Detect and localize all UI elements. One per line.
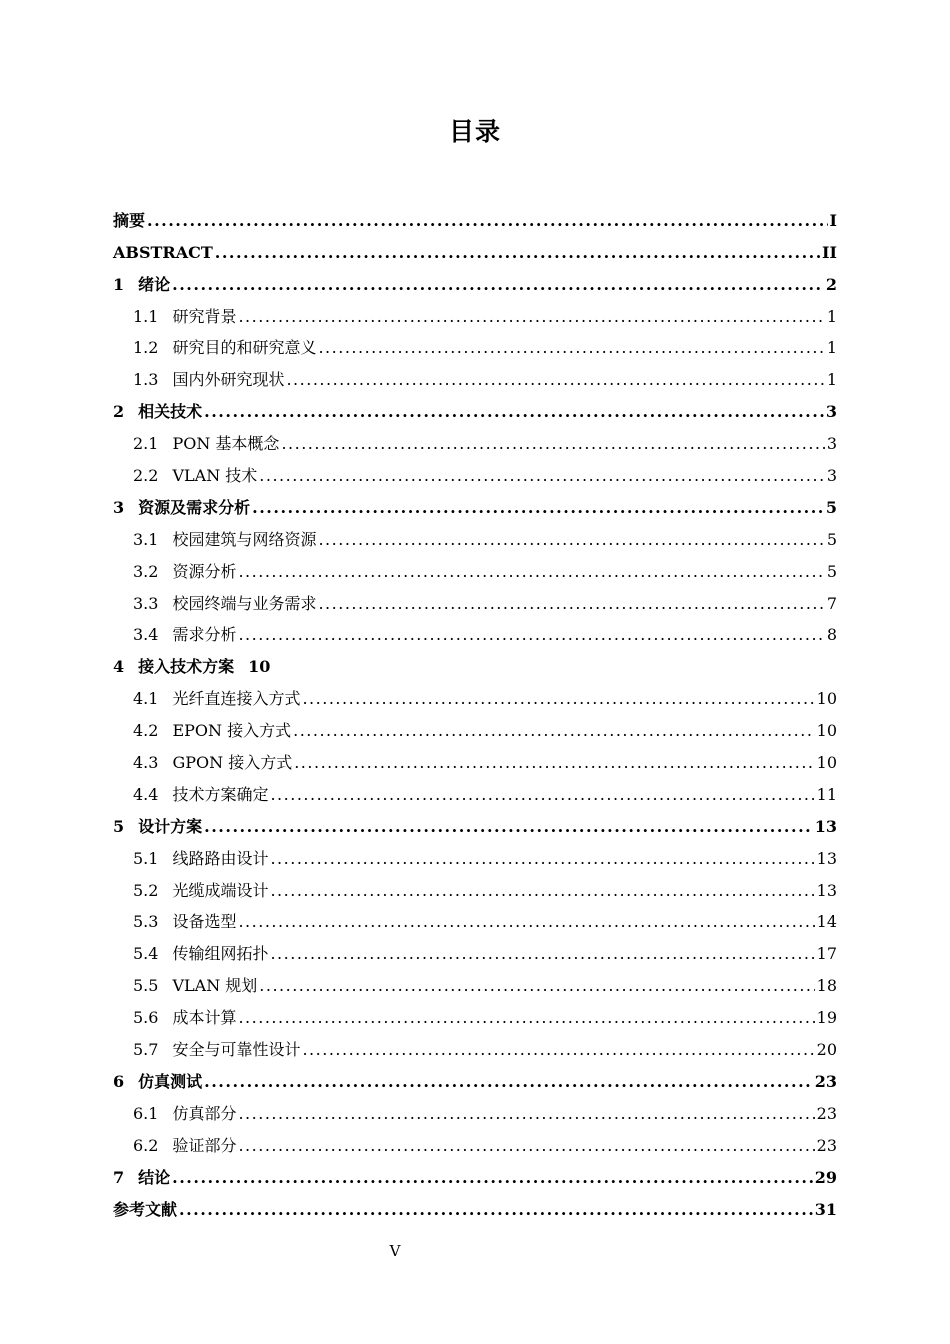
toc-entry-page: 5 bbox=[825, 497, 837, 517]
toc-entry-number: 2.1 bbox=[133, 434, 159, 454]
toc-entry-page: 3 bbox=[825, 402, 837, 422]
toc-entry-page: 2 bbox=[825, 274, 837, 294]
toc-entry-number: 4 bbox=[113, 657, 125, 677]
toc-entry-page: 10 bbox=[816, 753, 837, 773]
toc-entry[interactable] bbox=[113, 714, 837, 746]
toc-entry-page: 23 bbox=[816, 1135, 837, 1155]
toc-entry-number: 6 bbox=[113, 1071, 125, 1091]
toc-entry-page: I bbox=[829, 210, 837, 230]
toc-entry-number: 2.2 bbox=[133, 466, 159, 486]
toc-dot-leader bbox=[204, 1072, 813, 1092]
toc-dot-leader bbox=[238, 1008, 814, 1028]
toc-entry[interactable] bbox=[113, 746, 837, 778]
toc-entry-number: 6.1 bbox=[133, 1103, 159, 1123]
toc-dot-leader bbox=[259, 976, 814, 996]
toc-entry[interactable] bbox=[113, 1033, 837, 1065]
toc-entry-number: 7 bbox=[113, 1167, 125, 1187]
toc-dot-leader bbox=[172, 275, 824, 295]
toc-entry-title: 光纤直连接入方式 bbox=[172, 689, 301, 709]
toc-dot-leader bbox=[179, 1200, 813, 1220]
toc-entry-page: 3 bbox=[826, 466, 837, 486]
toc-entry-number: 1 bbox=[113, 274, 125, 294]
toc-entry[interactable] bbox=[113, 523, 837, 555]
toc-entry-number: 2 bbox=[113, 402, 125, 422]
toc-entry[interactable] bbox=[113, 1065, 837, 1097]
toc-entry-title: 国内外研究现状 bbox=[172, 370, 285, 390]
toc-dot-leader bbox=[270, 944, 814, 964]
toc-entry-page: 10 bbox=[816, 721, 837, 741]
toc-entry-title: 验证部分 bbox=[172, 1135, 237, 1155]
toc-entry-number: 5.3 bbox=[133, 912, 159, 932]
toc-dot-leader bbox=[302, 1040, 814, 1060]
toc-entry[interactable] bbox=[113, 395, 837, 427]
toc-entry-page: 14 bbox=[816, 912, 837, 932]
toc-entry-title: EPON 接入方式 bbox=[172, 721, 292, 741]
toc-entry-title: 设计方案 bbox=[138, 816, 203, 836]
toc-entry[interactable] bbox=[113, 587, 837, 619]
toc-entry-title: PON 基本概念 bbox=[172, 434, 280, 454]
toc-entry-title: VLAN 规划 bbox=[172, 976, 258, 996]
toc-entry-title: GPON 接入方式 bbox=[172, 753, 293, 773]
toc-dot-leader bbox=[204, 402, 824, 422]
toc-entry[interactable] bbox=[113, 842, 837, 874]
toc-dot-leader bbox=[286, 370, 824, 390]
toc-entry-title: 绪论 bbox=[138, 274, 171, 294]
toc-entry-page: 5 bbox=[826, 529, 837, 549]
toc-entry-title: 设备选型 bbox=[172, 912, 237, 932]
toc-entry-number: 1.2 bbox=[133, 338, 159, 358]
toc-entry[interactable] bbox=[113, 555, 837, 587]
toc-dot-leader bbox=[281, 434, 824, 454]
toc-entry-page: 23 bbox=[816, 1103, 837, 1123]
toc-entry-page: 3 bbox=[826, 434, 837, 454]
toc-dot-leader bbox=[238, 1104, 814, 1124]
toc-dot-leader bbox=[259, 466, 825, 486]
toc-dot-leader bbox=[238, 1136, 814, 1156]
toc-dot-leader bbox=[172, 1168, 813, 1188]
toc-entry-title: 接入技术方案 bbox=[138, 657, 235, 677]
toc-dot-leader bbox=[238, 625, 824, 645]
toc-entry-page: 20 bbox=[816, 1040, 837, 1060]
toc-entry-number: 4.3 bbox=[133, 753, 159, 773]
toc-entry[interactable] bbox=[113, 300, 837, 332]
toc-entry[interactable] bbox=[113, 1161, 837, 1193]
toc-entry[interactable] bbox=[113, 236, 837, 268]
toc-entry-title: 仿真部分 bbox=[172, 1103, 237, 1123]
toc-entry-page: 18 bbox=[816, 976, 837, 996]
toc-entry-title: 传输组网拓扑 bbox=[172, 944, 269, 964]
toc-entry-title: 安全与可靠性设计 bbox=[172, 1040, 301, 1060]
toc-entry-number: 3.4 bbox=[133, 625, 159, 645]
toc-entry-title: 参考文献 bbox=[113, 1199, 178, 1219]
toc-entry-page: II bbox=[822, 242, 837, 262]
toc-entry-page: 13 bbox=[816, 880, 837, 900]
toc-entry-page: 23 bbox=[814, 1071, 837, 1091]
toc-entry[interactable] bbox=[113, 650, 837, 682]
toc-entry-title: 研究背景 bbox=[172, 306, 237, 326]
toc-entry-title: 成本计算 bbox=[172, 1008, 237, 1028]
toc-entry[interactable] bbox=[113, 1097, 837, 1129]
toc-entry-number: 5.1 bbox=[133, 848, 159, 868]
toc-entry[interactable] bbox=[113, 937, 837, 969]
toc-entry-number: 5.4 bbox=[133, 944, 159, 964]
toc-entry-number: 3 bbox=[113, 497, 125, 517]
toc-entry-number: 5.2 bbox=[133, 880, 159, 900]
toc-entry-page: 13 bbox=[814, 816, 837, 836]
toc-entry-title: 资源及需求分析 bbox=[138, 497, 251, 517]
toc-dot-leader bbox=[270, 849, 814, 869]
toc-entry[interactable] bbox=[113, 1193, 837, 1225]
toc-entry[interactable] bbox=[113, 778, 837, 810]
toc-entry[interactable] bbox=[113, 1001, 837, 1033]
toc-entry[interactable] bbox=[113, 969, 837, 1001]
toc-entry[interactable] bbox=[113, 874, 837, 906]
toc-entry-title: 校园终端与业务需求 bbox=[172, 593, 317, 613]
toc-entry-title: ABSTRACT bbox=[113, 242, 213, 262]
toc-dot-leader bbox=[294, 753, 814, 773]
toc-entry-title: 资源分析 bbox=[172, 561, 237, 581]
toc-entry-page: 10 bbox=[248, 657, 271, 677]
toc-entry-number: 6.2 bbox=[133, 1135, 159, 1155]
toc-entry-page: 1 bbox=[826, 370, 837, 390]
toc-entry-title: 仿真测试 bbox=[138, 1071, 203, 1091]
toc-entry-number: 3.3 bbox=[133, 593, 159, 613]
toc-entry-page: 1 bbox=[826, 306, 837, 326]
toc-dot-leader bbox=[204, 817, 813, 837]
toc-entry-page: 11 bbox=[816, 784, 837, 804]
toc-entry[interactable] bbox=[113, 906, 837, 938]
toc-dot-leader bbox=[238, 912, 814, 932]
toc-entry[interactable] bbox=[113, 491, 837, 523]
toc-entry-title: 需求分析 bbox=[172, 625, 237, 645]
toc-dot-leader bbox=[270, 881, 814, 901]
toc-entry[interactable] bbox=[113, 459, 837, 491]
toc-entry[interactable] bbox=[113, 363, 837, 395]
toc-entry-title: 光缆成端设计 bbox=[172, 880, 269, 900]
toc-entry-page: 7 bbox=[826, 593, 837, 613]
toc-entry-page: 19 bbox=[816, 1008, 837, 1028]
toc-dot-leader bbox=[318, 530, 824, 550]
toc-entry-title: 研究目的和研究意义 bbox=[172, 338, 317, 358]
toc-entry-page: 17 bbox=[816, 944, 837, 964]
toc-entry-page: 1 bbox=[826, 338, 837, 358]
toc-entry-page: 31 bbox=[814, 1199, 837, 1219]
toc-entry-number: 1.3 bbox=[133, 370, 159, 390]
toc-dot-leader bbox=[302, 689, 814, 709]
toc-dot-leader bbox=[147, 211, 828, 231]
toc-entry-page: 8 bbox=[826, 625, 837, 645]
toc-entry-title: VLAN 技术 bbox=[172, 466, 258, 486]
toc-entry[interactable] bbox=[113, 427, 837, 459]
toc-entry-number: 3.1 bbox=[133, 529, 159, 549]
toc-entry[interactable] bbox=[113, 268, 837, 300]
toc-entry[interactable] bbox=[113, 204, 837, 236]
toc-entry[interactable] bbox=[113, 1129, 837, 1161]
toc-entry-title: 技术方案确定 bbox=[172, 784, 269, 804]
toc-entry-title: 线路路由设计 bbox=[172, 848, 269, 868]
toc-entry-title: 摘要 bbox=[113, 210, 146, 230]
toc-entry[interactable] bbox=[113, 619, 837, 651]
toc-dot-leader bbox=[270, 785, 814, 805]
page-number: V bbox=[389, 1242, 401, 1260]
toc-entry-page: 29 bbox=[814, 1167, 837, 1187]
toc-entry-number: 5.6 bbox=[133, 1008, 159, 1028]
toc-entry-title: 相关技术 bbox=[138, 402, 203, 422]
toc-entry-page: 13 bbox=[816, 848, 837, 868]
toc-entry-number: 4.1 bbox=[133, 689, 159, 709]
toc-dot-leader bbox=[252, 498, 824, 518]
toc-entry-number: 5 bbox=[113, 816, 125, 836]
toc-entry[interactable] bbox=[113, 810, 837, 842]
toc-entry-number: 4.4 bbox=[133, 784, 159, 804]
toc-entry-number: 5.7 bbox=[133, 1040, 159, 1060]
toc-dot-leader bbox=[215, 243, 820, 263]
toc-entry-title: 结论 bbox=[138, 1167, 171, 1187]
toc-dot-leader bbox=[318, 338, 824, 358]
toc-entry-number: 4.2 bbox=[133, 721, 159, 741]
toc-entry-title: 校园建筑与网络资源 bbox=[172, 529, 317, 549]
toc-entry-number: 3.2 bbox=[133, 561, 159, 581]
toc-entry-number: 5.5 bbox=[133, 976, 159, 996]
toc-entry-number: 1.1 bbox=[133, 306, 159, 326]
page-title: 目录 bbox=[448, 117, 501, 146]
toc-dot-leader bbox=[238, 307, 824, 327]
toc-dot-leader bbox=[293, 721, 815, 741]
toc-entry-page: 10 bbox=[816, 689, 837, 709]
toc-dot-leader bbox=[238, 562, 824, 582]
table-of-contents bbox=[113, 204, 837, 1225]
toc-entry-page: 5 bbox=[826, 561, 837, 581]
toc-entry[interactable] bbox=[113, 332, 837, 364]
toc-dot-leader bbox=[318, 594, 824, 614]
toc-entry[interactable] bbox=[113, 682, 837, 714]
